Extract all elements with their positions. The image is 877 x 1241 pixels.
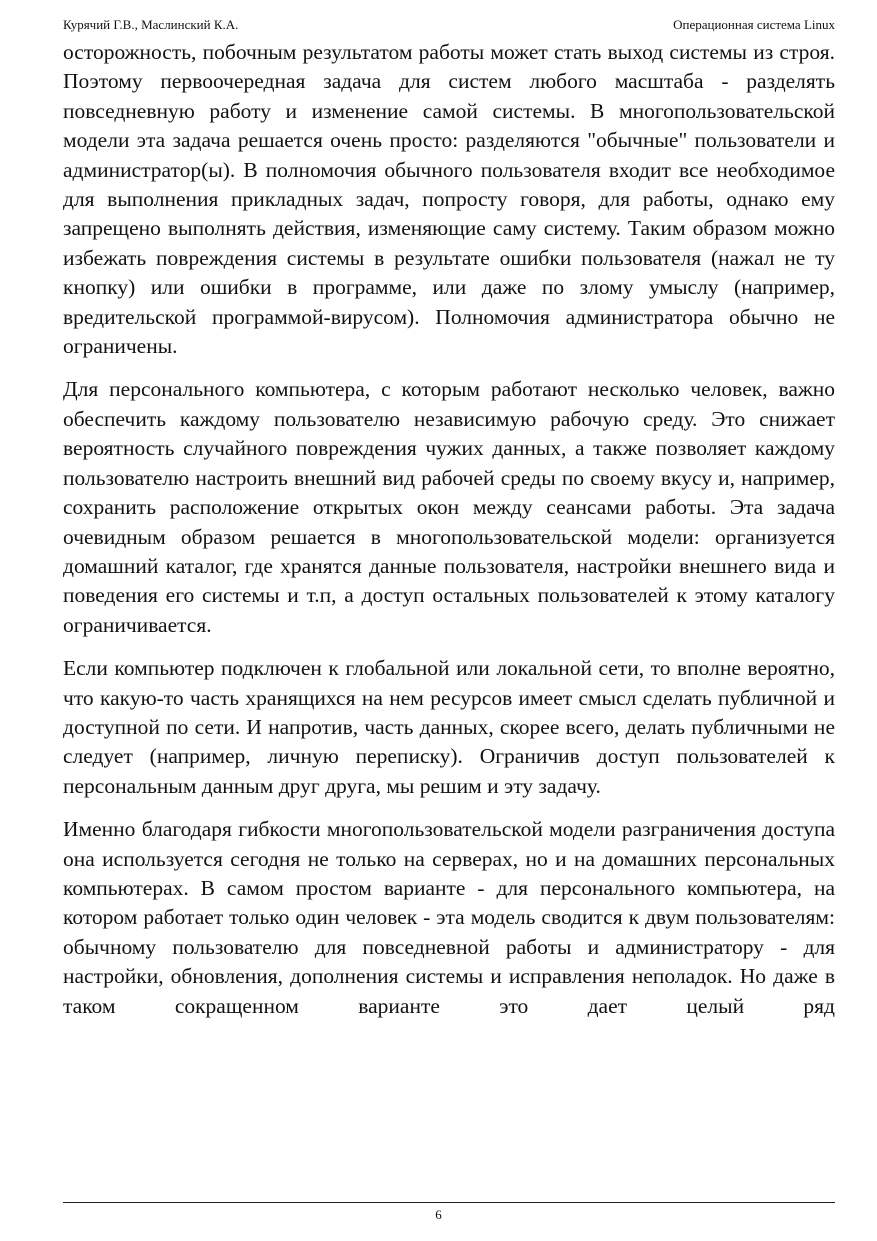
paragraph-1: осторожность, побочным результатом работы может стать выход системы из строя. Поэтому первоочередная задача для систем любого масштаба - разделять повседневную работу и изменение самой системы. В многопользовательской модели эта задача решается очень просто: разделяются "обычные" пользователи и администратор(ы). В полномочия обычного пользователя входит все необходимое для выполнения прикладных задач, попросту говоря, для работы, однако ему запрещено выполнять действия, изменяющие саму систему. Таким образом можно избежать повреждения системы в результате ошибки пользователя (нажал не ту кнопку) или ошибки в программе, или даже по злому умыслу (например, вредительской программой-вирусом). Полномочия администратора обычно не ограничены. <box>63 40 835 359</box>
header-book-title: Операционная система Linux <box>673 17 835 32</box>
header-authors: Курячий Г.В., Маслинский К.А. <box>63 17 239 32</box>
footer-divider <box>63 1202 835 1203</box>
page-number: 6 <box>435 1207 442 1222</box>
paragraph-3: Если компьютер подключен к глобальной или локальной сети, то вполне вероятно, что какую-то часть хранящихся на нем ресурсов имеет смысл сделать публичной и доступной по сети. И напротив, часть данных, скорее всего, делать публичными не следует (например, личную переписку). Ограничив доступ пользователей к персональным данным друг друга, мы решим и эту задачу. <box>63 656 835 798</box>
page-header <box>63 16 835 34</box>
paragraph-2: Для персонального компьютера, с которым работают несколько человек, важно обеспечить каждому пользователю независимую рабочую среду. Это снижает вероятность случайного повреждения чужих данных, а также позволяет каждому пользователю настроить внешний вид рабочей среды по своему вкусу и, например, сохранить расположение открытых окон между сеансами работы. Эта задача очевидным образом решается в многопользовательской модели: организуется домашний каталог, где хранятся данные пользователя, настройки внешнего вида и поведения его системы и т.п, а доступ остальных пользователей к этому каталогу ограничивается. <box>63 377 835 637</box>
page-body <box>63 38 835 1021</box>
paragraph-4: Именно благодаря гибкости многопользовательской модели разграничения доступа она используется сегодня не только на серверах, но и на домашних персональных компьютерах. В самом простом варианте - для персонального компьютера, на котором работает только один человек - эта модель сводится к двум пользователям: обычному пользователю для повседневной работы и администратору - для настройки, обновления, дополнения системы и исправления неполадок. Но даже в таком сокращенном варианте это дает целый ряд <box>63 817 835 1018</box>
